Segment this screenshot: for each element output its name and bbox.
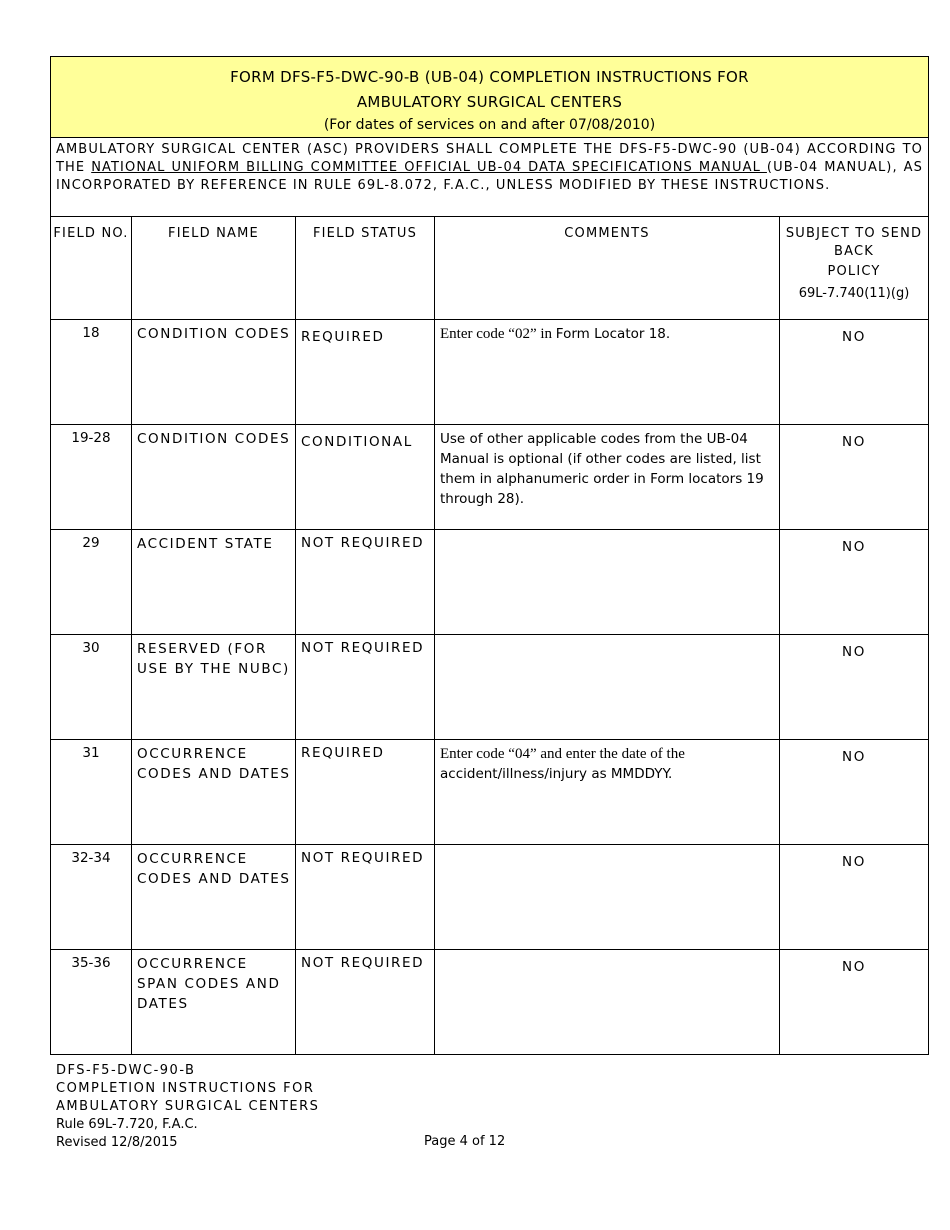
field-status: CONDITIONAL	[296, 425, 435, 530]
comment-text: Form Locator 18.	[555, 326, 671, 342]
field-name: OCCURRENCE SPAN CODES AND DATES	[132, 950, 296, 1055]
field-no: 29	[51, 530, 132, 635]
field-name: CONDITION CODES	[132, 320, 296, 425]
field-comment	[435, 740, 780, 845]
comment-text: Use of other applicable codes from the UB-04 Manual is optional (if other codes are listed, list them in alphanumeric order in Form locators 19 through 28).	[440, 431, 764, 507]
field-no: 32-34	[51, 845, 132, 950]
footer-title-2: AMBULATORY SURGICAL CENTERS	[56, 1099, 320, 1114]
field-comment	[435, 845, 780, 950]
intro-manual-reference: NATIONAL UNIFORM BILLING COMMITTEE OFFICIAL UB-04 DATA SPECIFICATIONS MANUAL	[91, 160, 767, 175]
header-field-no: FIELD NO.	[51, 217, 132, 320]
table-row	[51, 845, 929, 950]
table-row	[51, 320, 929, 425]
footer-title-1: COMPLETION INSTRUCTIONS FOR	[56, 1081, 315, 1096]
header-field-status: FIELD STATUS	[296, 217, 435, 320]
form-title	[51, 57, 929, 138]
field-comment	[435, 530, 780, 635]
header-field-name: FIELD NAME	[132, 217, 296, 320]
field-status: REQUIRED	[296, 320, 435, 425]
field-name: ACCIDENT STATE	[132, 530, 296, 635]
send-back-value: NO	[780, 635, 929, 740]
table-row	[51, 425, 929, 530]
field-comment	[435, 950, 780, 1055]
field-status: NOT REQUIRED	[296, 845, 435, 950]
title-line-1: FORM DFS-F5-DWC-90-B (UB-04) COMPLETION INSTRUCTIONS FOR	[230, 68, 749, 86]
send-back-value: NO	[780, 320, 929, 425]
page-footer	[56, 1062, 319, 1152]
table-row	[51, 635, 929, 740]
field-name: RESERVED (FOR USE BY THE NUBC)	[132, 635, 296, 740]
footer-revised: Revised 12/8/2015	[56, 1135, 178, 1150]
field-comment	[435, 425, 780, 530]
field-name: CONDITION CODES	[132, 425, 296, 530]
field-comment	[435, 320, 780, 425]
field-name: OCCURRENCE CODES AND DATES	[132, 845, 296, 950]
field-status: NOT REQUIRED	[296, 950, 435, 1055]
field-comment	[435, 635, 780, 740]
instructions-table	[50, 56, 929, 1055]
footer-form-id: DFS-F5-DWC-90-B	[56, 1063, 196, 1078]
header-send-back-label: SUBJECT TO SEND BACK	[785, 226, 923, 259]
field-no: 35-36	[51, 950, 132, 1055]
field-no: 19-28	[51, 425, 132, 530]
intro-text-2: (UB-04 MANUAL), AS INCORPORATED BY REFERENCE IN RULE 69L-8.072, F.A.C., UNLESS MODIFIED BY THESE INSTRUCTIONS.	[56, 160, 924, 193]
intro-paragraph	[51, 138, 929, 217]
table-row	[51, 530, 929, 635]
field-status: NOT REQUIRED	[296, 635, 435, 740]
header-comments: COMMENTS	[435, 217, 780, 320]
title-line-3: (For dates of services on and after 07/08/2010)	[323, 117, 656, 133]
send-back-value: NO	[780, 425, 929, 530]
send-back-value: NO	[780, 530, 929, 635]
field-status: NOT REQUIRED	[296, 530, 435, 635]
intro-text-1: AMBULATORY SURGICAL CENTER (ASC) PROVIDERS SHALL COMPLETE THE DFS-F5-DWC-90 (UB-04) ACCORDING TO THE	[56, 142, 924, 175]
comment-text-serif: Enter code “04” and enter the date of the	[440, 746, 685, 762]
send-back-value: NO	[780, 950, 929, 1055]
send-back-value: NO	[780, 740, 929, 845]
header-policy-rule: 69L-7.740(11)(g)	[798, 286, 910, 301]
table-row	[51, 950, 929, 1055]
header-send-back	[780, 217, 929, 320]
footer-rule: Rule 69L-7.720, F.A.C.	[56, 1117, 198, 1132]
comment-text: accident/illness/injury as MMDDYY.	[440, 766, 673, 782]
field-no: 30	[51, 635, 132, 740]
title-line-2: AMBULATORY SURGICAL CENTERS	[356, 93, 623, 111]
comment-text-serif: Enter code “02” in	[440, 326, 556, 342]
column-header-row	[51, 217, 929, 320]
send-back-value: NO	[780, 845, 929, 950]
page-number: Page 4 of 12	[424, 1134, 506, 1149]
field-name: OCCURRENCE CODES AND DATES	[132, 740, 296, 845]
field-status: REQUIRED	[296, 740, 435, 845]
field-no: 31	[51, 740, 132, 845]
table-row	[51, 740, 929, 845]
header-policy-label: POLICY	[827, 264, 881, 279]
field-no: 18	[51, 320, 132, 425]
